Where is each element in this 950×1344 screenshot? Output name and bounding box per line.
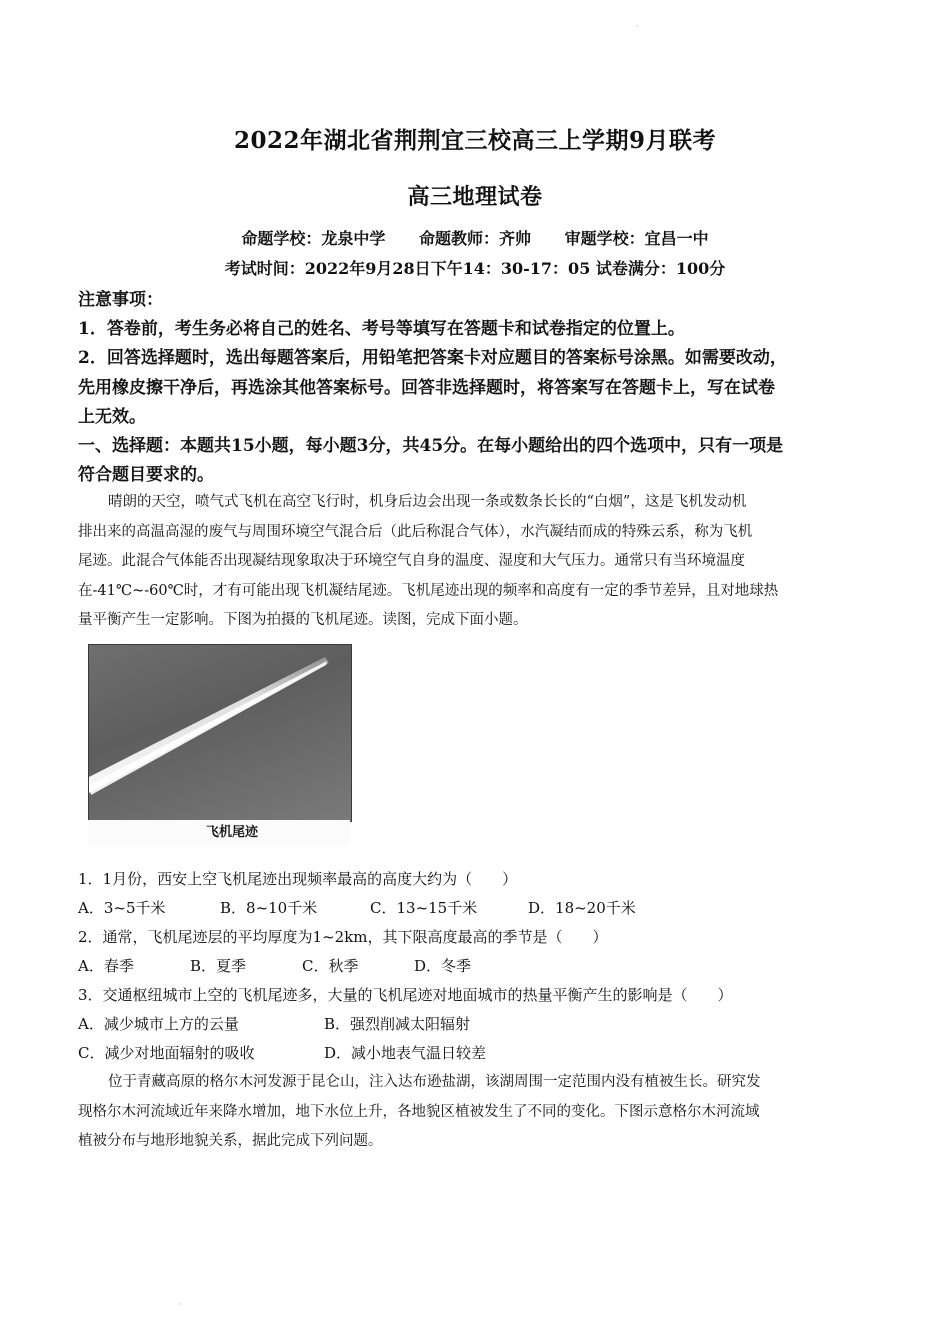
exam-title: 2022年湖北省荆荆宜三校高三上学期9月联考 (233, 127, 717, 154)
passage-line: 晴朗的天空，喷气式飞机在高空飞行时，机身后边会出现一条或数条长长的“白烟”，这是飞机发动机 (108, 494, 747, 510)
q3-option-d: D．减小地表气温日较差 (324, 1044, 487, 1062)
notice-item-2-line-1: 2．回答选择题时，选出每题答案后，用铅笔把答案卡对应题目的答案标号涂黑。如需要改动， (78, 348, 787, 368)
question-2-options (78, 955, 471, 976)
q2-option-a: A．春季 (78, 957, 134, 975)
passage-golmud-river (78, 1068, 878, 1157)
setter-school: 命题学校：龙泉中学 (241, 229, 386, 248)
section-heading-line-2: 符合题目要求的。 (78, 465, 214, 485)
passage-line: 排出来的高温高湿的废气与周围环境空气混合后（此后称混合气体），水汽凝结而成的特殊云系，称为飞机 (78, 523, 753, 540)
authorship-line (0, 226, 950, 249)
q1-option-d: D．18~20千米 (528, 899, 636, 917)
q3-option-a: A．减少城市上方的云量 (78, 1015, 239, 1033)
contrail-streak-graphic (89, 645, 351, 821)
passage-line: 在-41℃~-60℃时，才有可能出现飞机凝结尾迹。飞机尾迹出现的频率和高度有一定的季节差异，且对地球热 (78, 582, 779, 599)
exam-subtitle: 高三地理试卷 (407, 184, 543, 210)
passage-line: 量平衡产生一定影响。下图为拍摄的飞机尾迹。读图，完成下面小题。 (78, 612, 528, 628)
notice-item-2-line-2: 先用橡皮擦干净后，再选涂其他答案标号。回答非选择题时，将答案写在答题卡上，写在试卷 (78, 378, 775, 398)
contrail-photo (88, 644, 352, 822)
scan-speck: · (178, 1300, 181, 1309)
passage-line: 现格尔木河流域近年来降水增加，地下水位上升，各地貌区植被发生了不同的变化。下图示意格尔木河流域 (78, 1103, 760, 1120)
q1-option-b: B．8~10千米 (220, 899, 318, 917)
scan-speck: · (636, 22, 639, 31)
setter-teacher: 命题教师：齐帅 (418, 229, 531, 248)
figure-caption: 飞机尾迹 (88, 820, 350, 846)
question-3-stem: 3．交通枢纽城市上空的飞机尾迹多，大量的飞机尾迹对地面城市的热量平衡产生的影响是（ ） (78, 986, 733, 1004)
question-2-stem: 2．通常，飞机尾迹层的平均厚度为1~2km，其下限高度最高的季节是（ ） (78, 928, 608, 946)
question-3-options-row-2 (78, 1042, 486, 1063)
q3-option-c: C．减少对地面辐射的吸收 (78, 1044, 255, 1062)
passage-contrail (78, 488, 878, 636)
q2-option-d: D．冬季 (414, 957, 472, 975)
passage-line: 尾迹。此混合气体能否出现凝结现象取决于环境空气自身的温度、湿度和大气压力。通常只有当环境温度 (78, 553, 745, 569)
q3-option-b: B．强烈削减太阳辐射 (324, 1015, 471, 1033)
q2-option-c: C．秋季 (302, 957, 359, 975)
exam-time-line: 考试时间：2022年9月28日下午14：30-17：05 试卷满分：100分 (224, 259, 726, 278)
notice-item-1: 1．答卷前，考生务必将自己的姓名、考号等填写在答题卡和试卷指定的位置上。 (78, 319, 685, 339)
q1-option-c: C．13~15千米 (370, 899, 478, 917)
passage-line: 植被分布与地形地貌关系，据此完成下列问题。 (78, 1133, 383, 1149)
passage-line: 位于青藏高原的格尔木河发源于昆仑山，注入达布逊盐湖，该湖周围一定范围内没有植被生长。研究发 (108, 1074, 761, 1090)
section-heading-line-1: 一、选择题：本题共15小题，每小题3分，共45分。在每小题给出的四个选项中，只有一项是 (78, 436, 784, 456)
review-school: 审题学校：宜昌一中 (564, 229, 709, 248)
question-3-options-row-1 (78, 1013, 470, 1034)
question-1-options (78, 897, 636, 918)
q1-option-a: A．3~5千米 (78, 899, 166, 917)
notice-item-2-line-3: 上无效。 (78, 407, 146, 427)
notice-heading: 注意事项： (78, 290, 163, 310)
q2-option-b: B．夏季 (190, 957, 247, 975)
question-1-stem: 1．1月份，西安上空飞机尾迹出现频率最高的高度大约为（ ） (78, 870, 518, 888)
